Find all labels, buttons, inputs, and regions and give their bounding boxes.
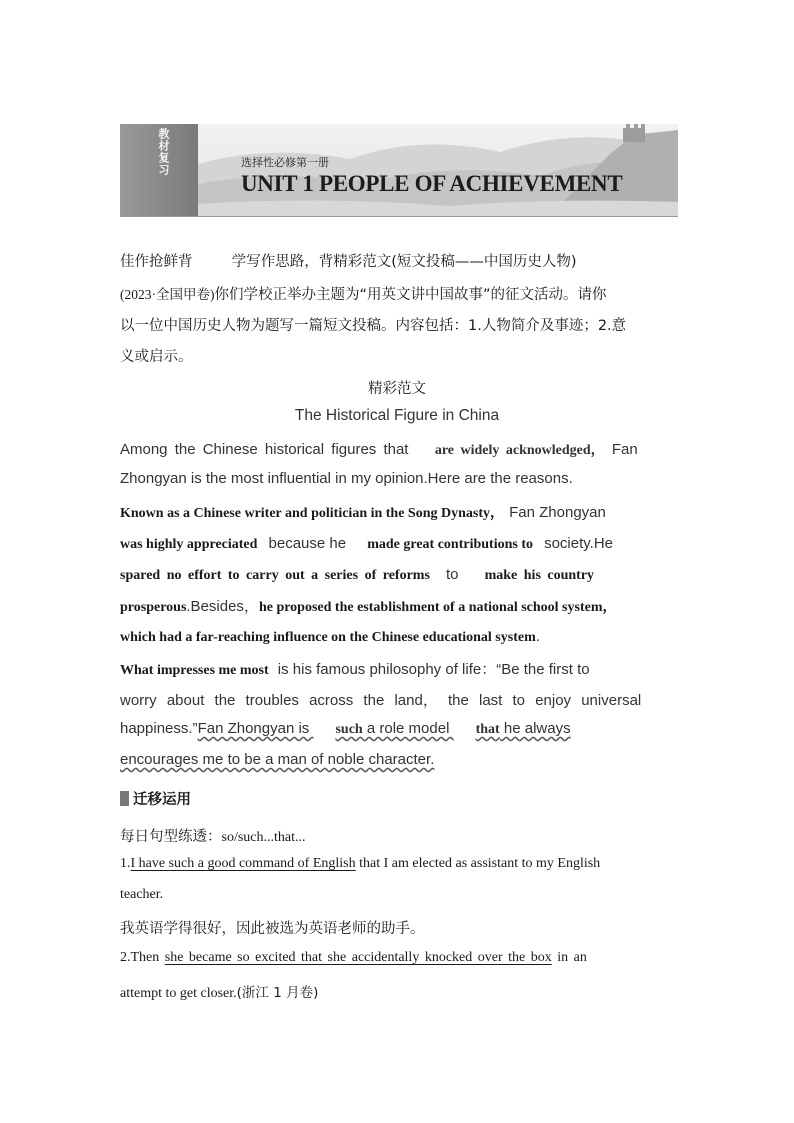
question-2-line2: attempt to get closer.(浙江 1 月卷) bbox=[120, 985, 319, 1001]
task-line-2: 以一位中国历史人物为题写一篇短文投稿。内容包括：1.人物简介及事迹；2.意 bbox=[120, 318, 627, 334]
key-phrase: spared no effort to carry out a series of reforms bbox=[120, 568, 430, 583]
essay-p1-line2: Zhongyan is the most influential in my opinion.Here are the reasons. bbox=[120, 470, 573, 487]
question-1-line2: teacher. bbox=[120, 887, 164, 902]
key-phrase: made great contributions to bbox=[367, 537, 533, 552]
essay-p3-line4 bbox=[120, 751, 434, 768]
key-phrase: he proposed the establishment of a national school system， bbox=[258, 600, 617, 615]
essay-title: The Historical Figure in China bbox=[294, 407, 500, 424]
essay-p2-line1: Known as a Chinese writer and politician in the Song Dynasty， Fan Zhongyan bbox=[120, 504, 606, 521]
drill-label: 每日句型练透： bbox=[120, 829, 222, 845]
key-phrase: which had a far-reaching influence on the Chinese educational system bbox=[120, 630, 536, 645]
intro-heading bbox=[120, 250, 577, 271]
unit-title: UNIT 1 PEOPLE OF ACHIEVEMENT bbox=[241, 171, 623, 196]
essay-p2-line4: prosperous.Besides，he proposed the establishment of a national school system， bbox=[120, 598, 617, 615]
task-line-1: (2023·全国甲卷)你们学校正举办主题为“用英文讲中国故事”的征文活动。请你 bbox=[120, 287, 607, 303]
question-1-line1: 1.I have such a good command of English that I am elected as assistant to my English bbox=[120, 856, 601, 871]
essay-p2-line2: was highly appreciated because he made great contributions to society.He bbox=[120, 535, 614, 552]
key-phrase: What impresses me most bbox=[120, 663, 269, 678]
section-marker-icon bbox=[120, 791, 129, 806]
highlighted-sentence: Fan Zhongyan is such a role model that he always bbox=[197, 720, 571, 737]
question-2-line1: 2.Then she became so excited that she accidentally knocked over the box in an bbox=[120, 950, 587, 965]
question-source: (浙江 1 月卷) bbox=[236, 985, 319, 1001]
drill-pattern: so/such...that... bbox=[221, 830, 306, 845]
section-label: 佳作抢鲜背 bbox=[120, 254, 193, 270]
answer-blank: she became so excited that she accidentally knocked over the box bbox=[164, 950, 552, 965]
great-wall-mountains-illustration bbox=[120, 124, 678, 216]
key-phrase: Known as a Chinese writer and politician in the Song Dynasty， bbox=[120, 506, 505, 521]
key-phrase: was highly appreciated bbox=[120, 537, 258, 552]
book-subtitle: 选择性必修第一册 bbox=[241, 156, 329, 169]
section-tag-label: 教材复习 bbox=[157, 128, 170, 176]
essay-p2-line5: which had a far-reaching influence on the Chinese educational system. bbox=[120, 628, 540, 645]
essay-p2-line3: spared no effort to carry out a series of reforms to make his country bbox=[120, 566, 595, 583]
key-phrase: make his country bbox=[484, 568, 595, 583]
task-line-3: 义或启示。 bbox=[120, 349, 193, 365]
answer-blank: I have such a good command of English bbox=[130, 856, 356, 871]
key-phrase: prosperous bbox=[120, 600, 187, 615]
key-phrase: are widely acknowledged， bbox=[434, 443, 605, 458]
essay-heading: 精彩范文 bbox=[368, 381, 426, 397]
section-description: 学写作思路，背精彩范文(短文投稿——中国历史人物) bbox=[231, 254, 577, 270]
drill-line bbox=[120, 825, 306, 846]
essay-p1-line1: Among the Chinese historical figures that are widely acknowledged， Fan bbox=[120, 441, 638, 458]
essay-p3-line3: happiness.”Fan Zhongyan is such a role model that he always bbox=[120, 720, 571, 737]
highlighted-sentence: encourages me to be a man of noble character. bbox=[120, 751, 435, 768]
practice-heading: 迁移运用 bbox=[120, 788, 191, 809]
section-tag bbox=[120, 124, 198, 216]
unit-banner bbox=[120, 124, 678, 217]
essay-p3-line2: worry about the troubles across the land， the last to enjoy universal bbox=[120, 692, 642, 709]
exam-source: (2023·全国甲卷) bbox=[120, 287, 215, 302]
essay-p3-line1: What impresses me most is his famous philosophy of life：“Be the first to bbox=[120, 661, 590, 678]
question-1-translation: 我英语学得很好，因此被选为英语老师的助手。 bbox=[120, 921, 425, 937]
